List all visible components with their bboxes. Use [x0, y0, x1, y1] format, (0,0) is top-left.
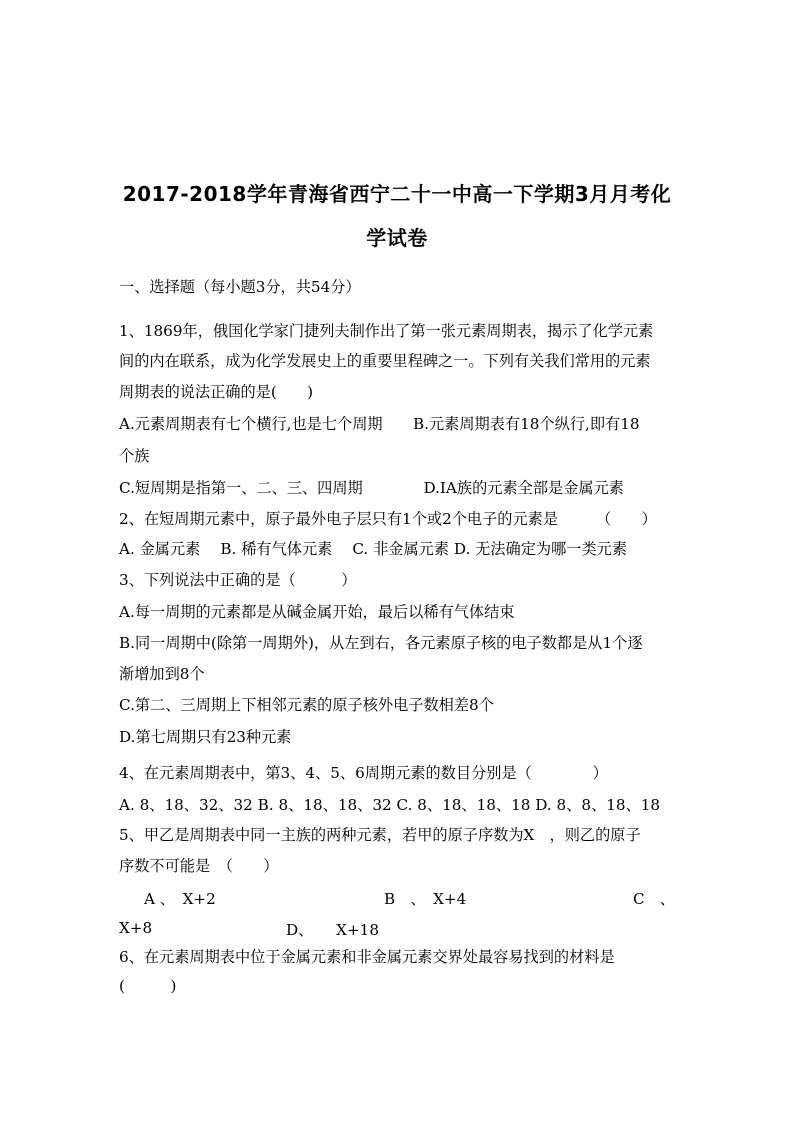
q5-option-c-label: C 、	[633, 890, 675, 908]
q6-stem: 6、在元素周期表中位于金属元素和非金属元素交界处最容易找到的材料是	[119, 948, 615, 966]
exam-title-line2: 学试卷	[366, 226, 428, 250]
q5-options-row1	[119, 888, 675, 908]
q6-answer-paren: ( )	[119, 977, 177, 995]
q5-stem-line1: 5、甲乙是周期表中同一主族的两种元素，若甲的原子序数为X ，则乙的原子	[119, 826, 641, 844]
q2-stem: 2、在短周期元素中，原子最外电子层只有1个或2个电子的元素是 （ ）	[119, 510, 657, 528]
q4-stem: 4、在元素周期表中，第3、4、5、6周期元素的数目分别是（ ）	[119, 764, 608, 782]
q1-options-cd: C.短周期是指第一、二、三、四周期 D.ⅠA族的元素全部是金属元素	[119, 479, 624, 497]
q1-stem-line2: 间的内在联系，成为化学发展史上的重要里程碑之一。下列有关我们常用的元素	[119, 352, 651, 370]
q3-stem: 3、下列说法中正确的是（ ）	[119, 571, 357, 589]
q5-options-row2	[119, 919, 675, 939]
q1-stem-line1: 1、1869年，俄国化学家门捷列夫制作出了第一张元素周期表，揭示了化学元素	[119, 322, 654, 340]
q3-option-b-line2: 渐增加到8个	[119, 665, 205, 683]
exam-title-line1: 2017-2018学年青海省西宁二十一中高一下学期3月月考化	[122, 182, 672, 206]
q3-option-b-line1: B.同一周期中(除第一周期外)，从左到右，各元素原子核的电子数都是从1个逐	[119, 634, 643, 652]
q1-options-ab-line1: A.元素周期表有七个横行,也是七个周期 B.元素周期表有18个纵行,即有18	[119, 415, 640, 433]
q5-option-a: A 、 X+2	[144, 890, 216, 908]
q5-option-d: D、 X+18	[286, 921, 380, 939]
q4-options: A. 8、18、32、32 B. 8、18、18、32 C. 8、18、18、18 D. 8、8、18、18	[119, 796, 661, 814]
q5-stem-line2: 序数不可能是 （ ）	[119, 857, 279, 875]
q5-option-b: B 、 X+4	[384, 890, 467, 908]
q3-option-c: C.第二、三周期上下相邻元素的原子核外电子数相差8个	[119, 696, 494, 714]
q3-option-a: A.每一周期的元素都是从碱金属开始，最后以稀有气体结束	[119, 603, 515, 621]
q1-options-ab-line2: 个族	[119, 447, 150, 465]
q1-stem-line3: 周期表的说法正确的是( )	[119, 383, 314, 401]
q2-options: A. 金属元素 B. 稀有气体元素 C. 非金属元素 D. 无法确定为哪一类元素	[119, 540, 628, 558]
section-heading: 一、选择题（每小题3分，共54分）	[119, 278, 361, 296]
q3-option-d: D.第七周期只有23种元素	[119, 728, 292, 746]
q5-option-c-value: X+8	[119, 919, 153, 937]
